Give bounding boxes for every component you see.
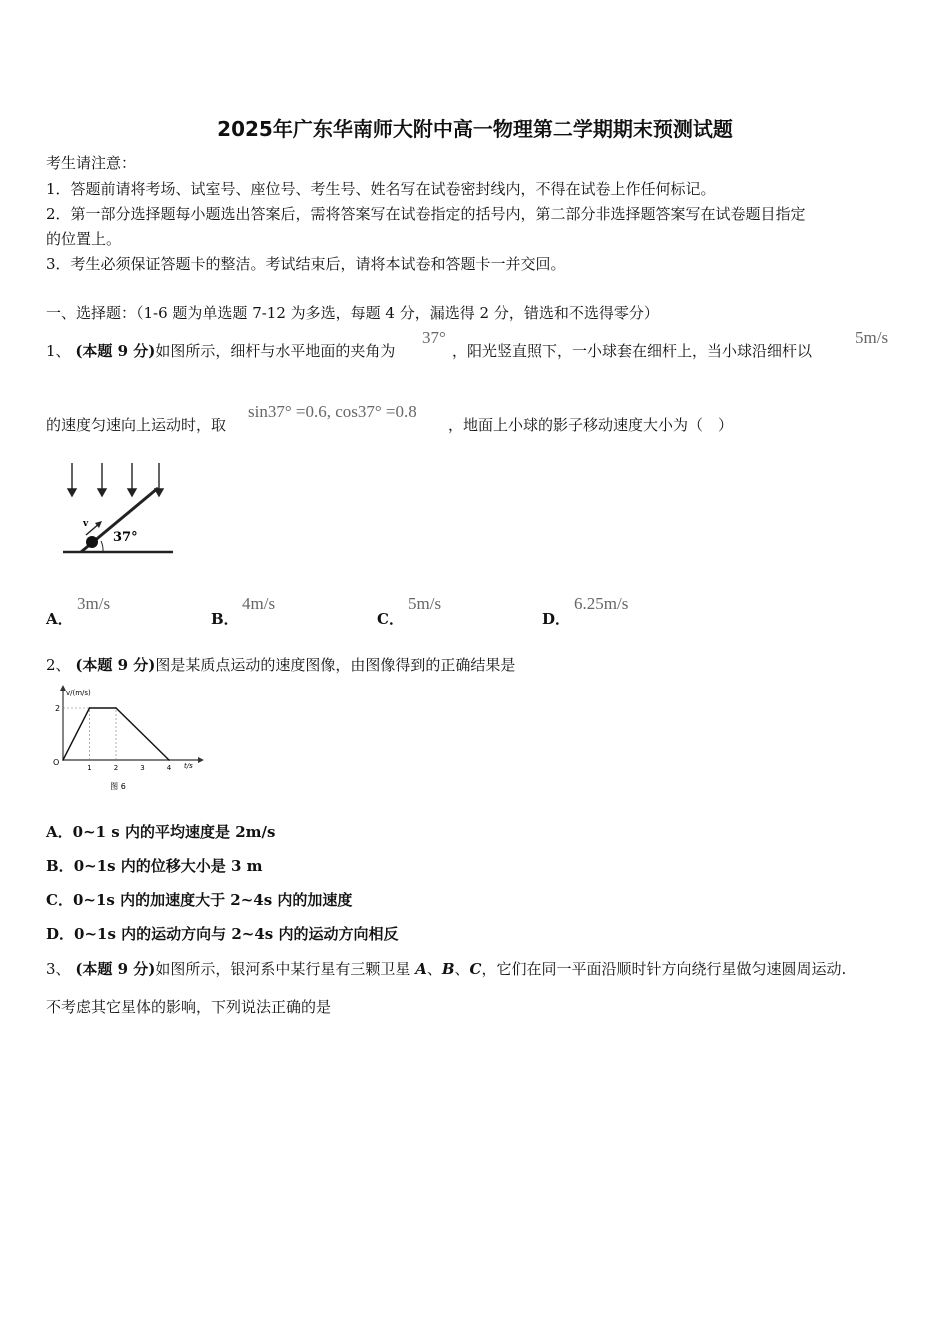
x-axis-label: t/s <box>184 762 193 770</box>
velocity-label: v <box>83 519 89 529</box>
question-number: 2、 <box>46 656 71 674</box>
y-axis-label: v/(m/s) <box>66 689 91 697</box>
notice-item: 2．第一部分选择题每小题选出答案后，需将答案写在试卷指定的括号内，第二部分非选择题答案写在试卷题目指定 <box>46 205 806 223</box>
angle-arc <box>101 541 103 552</box>
question-text: 如图所示，细杆与水平地面的夹角为 <box>155 342 396 360</box>
y-tick-label: 2 <box>55 704 61 713</box>
question-number: 3、 <box>46 960 71 978</box>
separator: 、 <box>454 960 470 978</box>
question-text: ，地面上小球的影子移动速度大小为（ ） <box>448 416 734 434</box>
question-text: ，阳光竖直照下，一小球套在细杆上，当小球沿细杆以 <box>452 342 813 360</box>
data-point <box>168 759 170 761</box>
x-tick-label: 2 <box>113 764 119 772</box>
option-letter: B． <box>46 857 74 875</box>
question-text: 的速度匀速向上运动时，取 <box>46 416 227 434</box>
data-point <box>89 707 91 709</box>
incline-rod-figure <box>55 455 180 565</box>
option-b-value: 4m/s <box>242 594 276 613</box>
figure-caption: 图 6 <box>110 782 126 791</box>
question-text: 图是某质点运动的速度图像，由图像得到的正确结果是 <box>155 656 516 674</box>
x-tick-label: 1 <box>87 764 92 772</box>
question-text: 不考虑其它星体的影响，下列说法正确的是 <box>46 998 332 1016</box>
satellite-a-label: A <box>415 960 427 978</box>
satellite-c-label: C <box>469 960 482 978</box>
separator: 、 <box>426 960 442 978</box>
option-text: 0~1s 内的位移大小是 3 m <box>73 857 263 875</box>
option-b-letter: B． <box>211 610 239 628</box>
data-point <box>115 707 117 709</box>
option-letter: D． <box>46 925 75 943</box>
satellite-b-label: B <box>441 960 455 978</box>
question-score: (本题 9 分) <box>75 960 156 978</box>
notice-item: 1．答题前请将考场、试室号、座位号、考生号、姓名写在试卷密封线内，不得在试卷上作任何标记。 <box>46 180 716 198</box>
option-c <box>46 889 352 910</box>
x-tick-label: 4 <box>166 764 172 772</box>
math-angle: 37° <box>422 328 446 347</box>
option-text: 0~1s 内的加速度大于 2~4s 内的加速度 <box>72 891 353 909</box>
option-text: 0~1 s 内的平均速度是 2m/s <box>72 823 276 841</box>
math-speed: 5m/s <box>855 328 889 347</box>
sunlight-arrows <box>68 463 163 496</box>
x-tick-label: 3 <box>140 764 145 772</box>
question-number: 1、 <box>46 342 71 360</box>
option-c-value: 5m/s <box>408 594 442 613</box>
option-d-letter: D． <box>542 610 571 628</box>
option-text: 0~1s 内的运动方向与 2~4s 内的运动方向相反 <box>74 925 399 943</box>
question-text: ，它们在同一平面沿顺时针方向绕行星做匀速圆周运动. <box>481 960 847 978</box>
ball-icon <box>86 536 98 548</box>
angle-label: 37° <box>113 530 138 545</box>
notice-item: 的位置上。 <box>46 230 122 248</box>
question-3-line-1 <box>46 958 846 979</box>
data-point <box>62 759 64 761</box>
option-d <box>46 923 398 944</box>
option-a-value: 3m/s <box>77 594 111 613</box>
notice-heading: 考生请注意： <box>46 154 137 172</box>
option-c-letter: C． <box>377 610 404 628</box>
option-a <box>46 821 275 842</box>
math-trig: sin37° =0.6, cos37° =0.8 <box>248 402 417 421</box>
origin-label: O <box>53 758 60 767</box>
question-text: 如图所示，银河系中某行星有三颗卫星 <box>155 960 416 978</box>
notice-item: 3．考生必须保证答题卡的整洁。考试结束后，请将本试卷和答题卡一并交回。 <box>46 255 566 273</box>
option-letter: C． <box>46 891 73 909</box>
option-letter: A． <box>46 823 73 841</box>
page-title: 2025年广东华南师大附中高一物理第二学期期末预测试题 <box>217 117 733 141</box>
question-score: (本题 9 分) <box>75 656 156 674</box>
question-1-line-1 <box>46 340 395 361</box>
section-heading: 一、选择题：（1-6 题为单选题 7-12 为多选，每题 4 分，漏选得 2 分，错选和不选得零分） <box>46 304 659 322</box>
option-b <box>46 855 263 876</box>
option-d-value: 6.25m/s <box>574 594 629 613</box>
velocity-time-graph <box>46 683 206 795</box>
question-score: (本题 9 分) <box>75 342 156 360</box>
option-a-letter: A． <box>46 610 73 628</box>
question-2-line-1 <box>46 654 515 675</box>
